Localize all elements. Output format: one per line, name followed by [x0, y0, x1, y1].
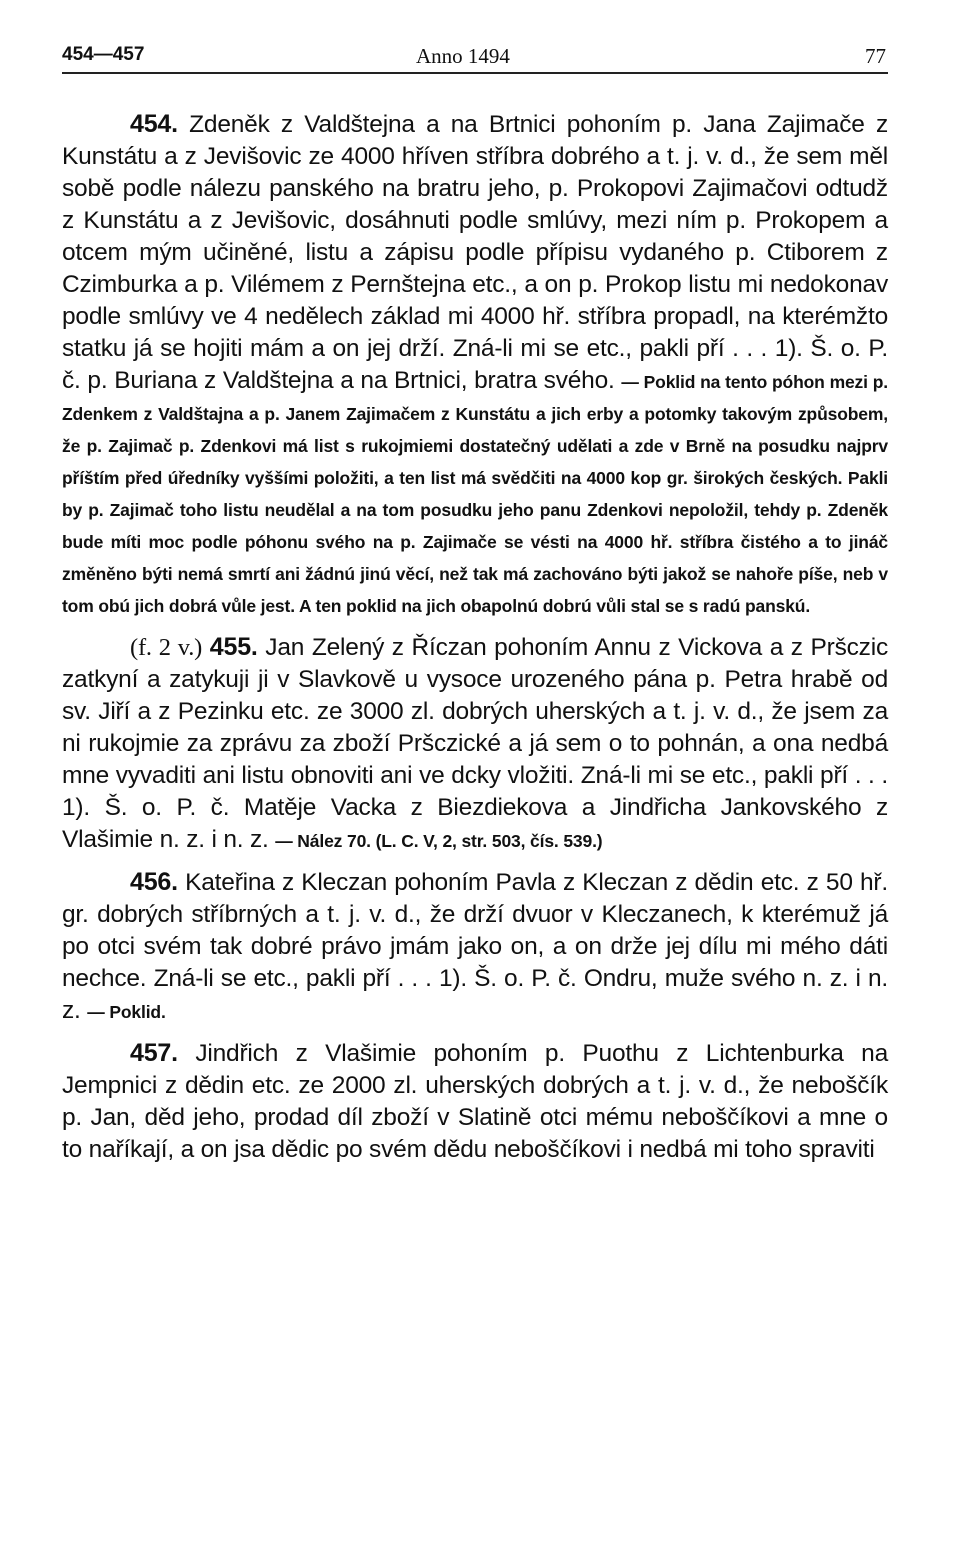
folio-reference: (f. 2 v.) [130, 634, 203, 661]
page-number: 77 [865, 44, 886, 68]
entry-number: 455. [209, 633, 258, 661]
entry-paragraph [62, 108, 888, 621]
entry-paragraph [62, 866, 888, 1027]
running-head [62, 40, 888, 70]
entry-number: 457. [130, 1039, 178, 1067]
entry-text: Kateřina z Kleczan pohoním Pavla z Kleczan z dědin etc. z 50 hř. gr. dobrých stříbrných a t. j. v. d., že drží dvuor v Kleczanech, k kterémuž já po otci svém tak dobré právo jmám jako on, a on drže jej dílu mi mého dáti nechce. Zná-li se etc., pakli pří . . . 1). Š. o. P. č. Ondru, muže svého n. z. i n. z. [62, 869, 888, 1024]
entry-455 [62, 631, 888, 856]
entry-text: Jindřich z Vlašimie pohoním p. Puothu z Lichtenburka na Jempnici z dědin etc. ze 2000 zl. uherských dobrých a t. j. v. d., že neboščík p. Jan, děd jeho, prodad díl zboží v Slatině otci mému neboščíkovi a mne o to naříkají, a on jsa dědic po svém dědu neboščíkovi i nedbá mi toho spraviti [62, 1040, 888, 1163]
entry-text: Jan Zelený z Říczan pohoním Annu z Vickova a z Pršczic zatkyní a zatykuji ji v Slavkově u vysoce urozeného pána p. Petra hrabě od sv. Jiří a z Pezinku etc. ze 3000 zl. dobrých uherských a t. j. v. d., že jsem za ni rukojmie za zprávu za zboží Pršczické a já sem o to pohnán, a ona nedbá mne vyvaditi ani listu obnoviti ani ve dcky vložiti. Zná-li mi se etc., pakli pří . . . 1). Š. o. P. č. Matěje Vacka z Biezdiekova a Jindřicha Jankovského z Vlašimie n. z. i n. z. [62, 634, 889, 853]
entry-456 [62, 866, 888, 1027]
entry-note: — Poklid na tento póhon mezi p. Zdenkem z Valdštajna a p. Janem Zajimačem z Kunstátu a jich erby a potomky takovým způsobem, že p. Zajimač p. Zdenkovi má list s rukojmiemi dostatečný udělati a zde v Brně na posudku najprv příštím před úředníky vyššími položiti, a ten list má svědčiti na 4000 kop gr. širokých českých. Pakli by p. Zajimač toho listu neudělal a na tom posudku jeho panu Zdenkovi nepoložil, tehdy p. Zdeněk bude míti moc podle póhonu svého na p. Zajimače se vésti na 4000 hř. stříbra čistého a to jináč změněno býti nemá smrtí ani žádnú jinú věcí, než tak má zachováno býti jakož se nahoře píše, neb v tom obú jich dobrá vůle jest. A ten poklid na jich obapolnú dobrú vůli stal se s radú panskú. [62, 372, 888, 616]
entry-paragraph [62, 1037, 888, 1166]
header-rule [62, 72, 888, 74]
entry-range: 454—457 [62, 44, 145, 65]
entry-number: 454. [130, 110, 178, 138]
entry-454 [62, 108, 888, 621]
entry-text: Zdeněk z Valdštejna a na Brtnici pohoním p. Jana Zajimače z Kunstátu a z Jevišovic ze 4000 hříven stříbra dobrého a t. j. v. d., že sem měl sobě podle nálezu panského na bratru jeho, p. Prokopovi Zajimačovi odtudž z Kunstátu a z Jevišovic, dosáhnuti podle smlúvy, mezi ním p. Prokopem a otcem mým učiněné, listu a zápisu podle přípisu vydaného p. Ctiborem z Czimburka a p. Vilémem z Pernštejna etc., a on p. Prokop listu mi nedokonav podle smlúvy ve 4 nedělech základ mi 4000 hř. stříbra propadl, na kterémžto statku já se hojiti mám a on jej drží. Zná-li mi se etc., pakli pří . . . 1). Š. o. P. č. p. Buriana z Valdštejna a na Brtnici, bratra svého. [62, 111, 888, 394]
page-title: Anno 1494 [416, 44, 510, 68]
entry-paragraph [62, 631, 888, 856]
document-body [62, 108, 888, 1166]
entry-note: — Nález 70. (L. C. V, 2, str. 503, čís. 539.) [275, 831, 603, 851]
entry-number: 456. [130, 868, 178, 896]
entry-457 [62, 1037, 888, 1166]
entry-note: — Poklid. [87, 1002, 166, 1022]
